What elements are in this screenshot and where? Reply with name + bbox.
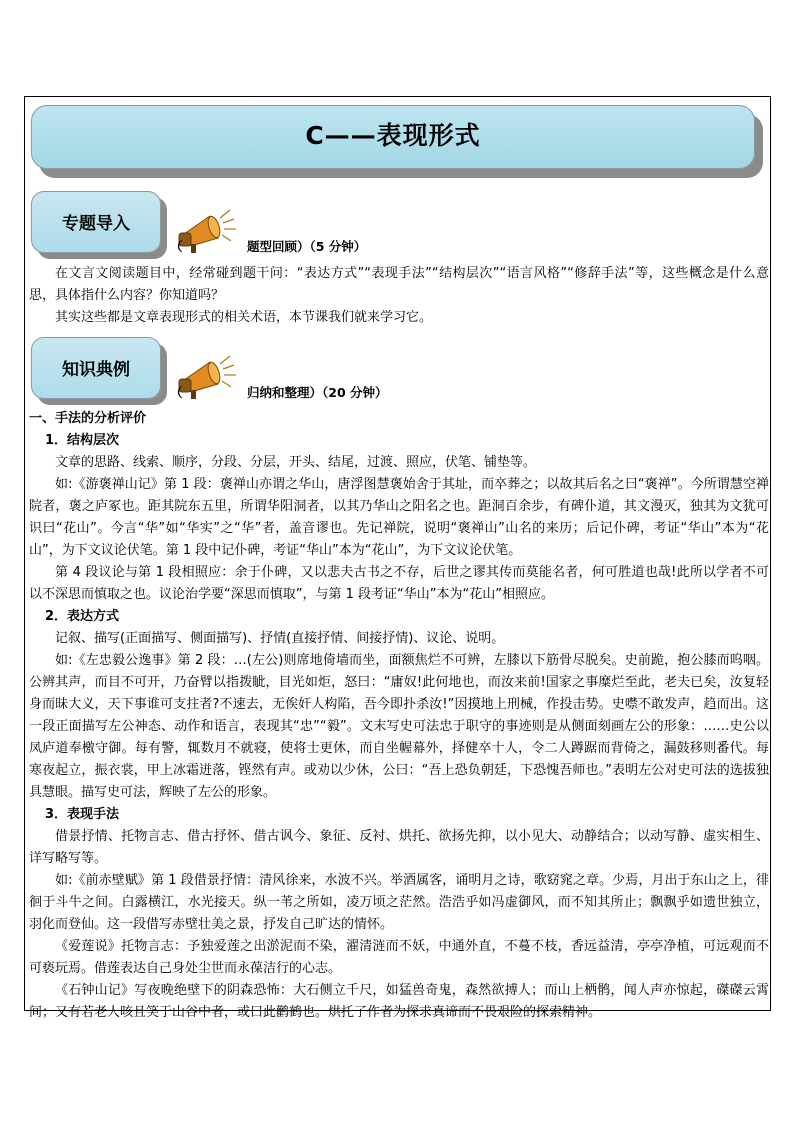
megaphone-icon (174, 208, 244, 258)
section-heading: 一、手法的分析评价 (29, 411, 147, 426)
section-intro-box (31, 191, 161, 253)
paragraph: 记叙、描写(正面描写、侧面描写)、抒情(直接抒情、间接抒情)、议论、说明。 (55, 631, 505, 646)
intro-text (29, 263, 769, 329)
section-intro-note: 题型回顾）（5 分钟） (247, 239, 367, 254)
section-intro-note-open: （ (170, 239, 183, 254)
title-banner (31, 105, 755, 169)
page-title: C——表现形式 (305, 121, 481, 150)
subheading-technique: 3．表现手法 (45, 807, 120, 822)
paragraph: 《石钟山记》写夜晚绝壁下的阴森恐怖：大石侧立千尺，如猛兽奇鬼，森然欲搏人；而山上栖鹘，闻人声亦惊起，磔磔云霄间；又有若老人咳且笑于山谷中者，或曰此鹳鹤也。烘托了作者为探求真谛而不畏艰险的探索精神。 (29, 983, 769, 1020)
section-knowledge-box (31, 337, 161, 399)
intro-paragraph: 在文言文阅读题目中，经常碰到题干问：“表达方式”“表现手法”“结构层次”“语言风格”“修辞手法”等，这些概念是什么意思，具体指什么内容？你知道吗？ (29, 266, 769, 303)
paragraph: 文章的思路、线索、顺序，分段、分层，开头、结尾，过渡、照应，伏笔、铺垫等。 (55, 455, 537, 470)
knowledge-text (29, 408, 769, 1024)
paragraph: 如:《游褒禅山记》第 1 段：褒禅山亦谓之华山，唐浮图慧褒始舍于其址，而卒葬之；以故其后名之曰“褒禅”。今所谓慧空禅院者，褒之庐冢也。距其院东五里，所谓华阳洞者，以其乃华山之阳名之也。距洞百余步，有碑仆道，其文漫灭，独其为文犹可识曰“花山”。今言“华”如“华实”之“华”者，盖音谬也。先记禅院，说明“褒禅山”山名的来历；后记仆碑，考证“华山”本为“花山”，为下文议论伏笔。第 1 段中记仆碑，考证“华山”本为“花山”，为下文议论伏笔。 (29, 477, 769, 558)
paragraph: 如:《前赤壁赋》第 1 段借景抒情：清风徐来，水波不兴。举酒属客，诵明月之诗，歌窈窕之章。少焉，月出于东山之上，徘徊于斗牛之间。白露横江，水光接天。纵一苇之所如，凌万顷之茫然。浩浩乎如冯虚御风，而不知其所止；飘飘乎如遗世独立，羽化而登仙。这一段借写赤壁壮美之景，抒发自己旷达的情怀。 (29, 873, 769, 932)
subheading-structure: 1．结构层次 (45, 433, 120, 448)
subheading-expression: 2．表达方式 (45, 609, 120, 624)
paragraph: 借景抒情、托物言志、借古抒怀、借古讽今、象征、反衬、烘托、欲扬先抑，以小见大、动静结合；以动写静、虚实相生、详写略写等。 (29, 829, 769, 866)
intro-paragraph: 其实这些都是文章表现形式的相关术语，本节课我们就来学习它。 (55, 310, 433, 325)
section-knowledge-note: 归纳和整理）（20 分钟） (247, 385, 388, 400)
paragraph: 《爱莲说》托物言志：予独爱莲之出淤泥而不染，濯清涟而不妖，中通外直，不蔓不枝，香远益清，亭亭净植，可远观而不可亵玩焉。借莲表达自己身处尘世而永葆洁行的心志。 (29, 939, 769, 976)
paragraph: 如:《左忠毅公逸事》第 2 段：…(左公)则席地倚墙而坐，面额焦烂不可辨，左膝以下筋骨尽脱矣。史前跪，抱公膝而呜咽。公辨其声，而目不可开，乃奋臂以指拨眦，目光如炬，怒曰：“庸奴!此何地也，而汝来前!国家之事糜烂至此，老夫已矣，汝复轻身而昧大义，天下事谁可支拄者?不速去，无俟奸人构陷，吾今即扑杀汝!”因摸地上刑械，作投击势。史噤不敢发声，趋而出。这一段正面描写左公神态、动作和语言，表现其“忠”“毅”。文末写史可法忠于职守的事迹则是从侧面刻画左公的形象：……史公以凤庐道奉檄守御。每有警，辄数月不就寝，使将士更休，而自坐幄幕外，择健卒十人，令二人蹲踞而背倚之，漏鼓移则番代。每寒夜起立，振衣裳，甲上冰霜迸落，铿然有声。或劝以少休，公曰：“吾上恐负朝廷，下恐愧吾师也。”表明左公对史可法的选拔独具慧眼。描写史可法，辉映了左公的形象。 (29, 653, 769, 800)
megaphone-icon (174, 354, 244, 404)
section-knowledge-note-open: （ (170, 385, 183, 400)
section-knowledge-label: 知识典例 (62, 360, 130, 380)
section-intro-label: 专题导入 (62, 214, 130, 234)
paragraph: 第 4 段议论与第 1 段相照应：余于仆碑，又以悲夫古书之不存，后世之谬其传而莫能名者，何可胜道也哉!此所以学者不可以不深思而慎取之也。议论治学要“深思而慎取”，与第 1 段考证“华山”本为“花山”相照应。 (29, 565, 769, 602)
